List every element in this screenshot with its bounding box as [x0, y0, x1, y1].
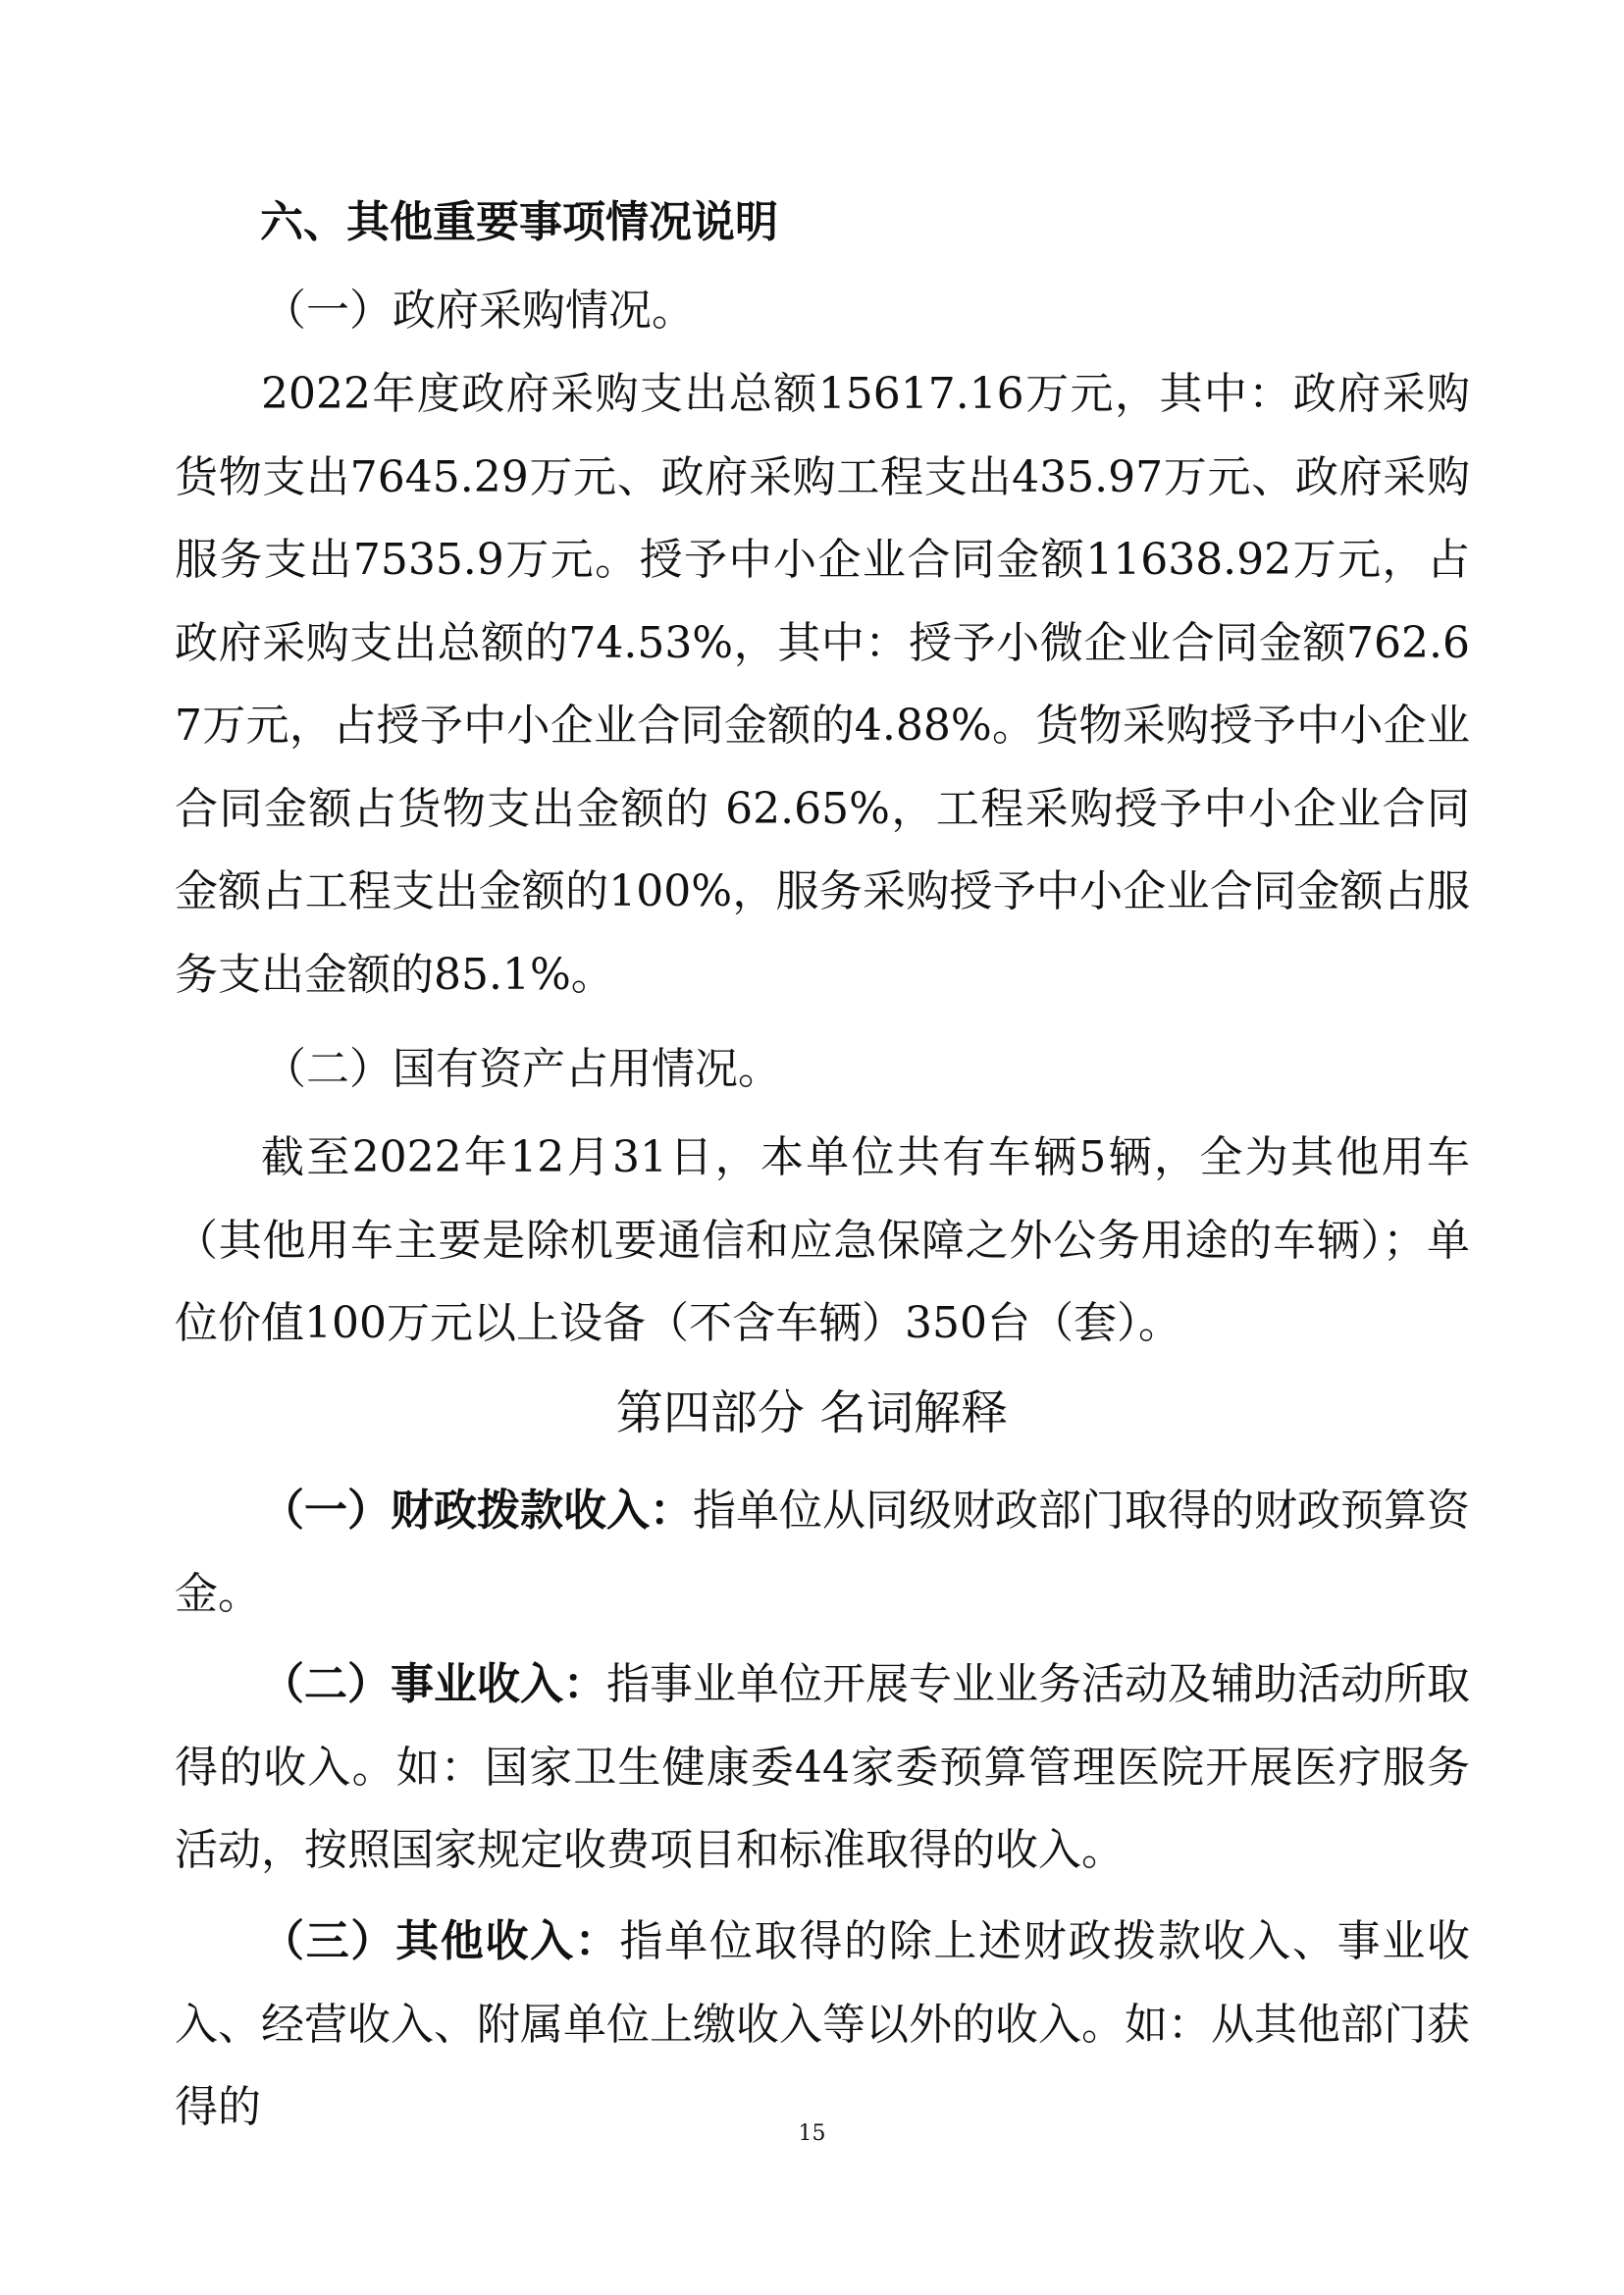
page-number: 15	[798, 2121, 826, 2146]
definition-business-income	[175, 1643, 1470, 1893]
part-title: 第四部分 名词解释	[615, 1385, 1009, 1440]
definition-fiscal-appropriation	[175, 1470, 1470, 1636]
definition-text: 指单位取得的除上述财政拨款收入、事业收入、经营收入、附属单位上缴收入等以外的收入。如：从其他部门获得的	[175, 1916, 1471, 2132]
definition-text: 指事业单位开展专业业务活动及辅助活动所取得的收入。如：国家卫生健康委44家委预算管理医院开展医疗服务活动，按照国家规定收费项目和标准取得的收入。	[175, 1659, 1470, 1875]
paragraph-procurement: 2022年度政府采购支出总额15617.16万元，其中：政府采购货物支出7645.29万元、政府采购工程支出435.97万元、政府采购服务支出7535.9万元。授予中小企业合同金额11638.92万元，占政府采购支出总额的74.53%，其中：授予小微企业合同金额762.67万元，占授予中小企业合同金额的4.88%。货物采购授予中小企业合同金额占货物支出金额的 62.65%，工程采购授予中小企业合同金额占工程支出金额的100%，服务采购授予中小企业合同金额占服务支出金额的85.1%。	[175, 369, 1470, 1000]
subsection-title-procurement: （一）政府采购情况。	[263, 286, 695, 336]
section-heading: 六、其他重要事项情况说明	[260, 197, 778, 247]
subsection-title-state-assets: （二）国有资产占用情况。	[263, 1044, 781, 1094]
definition-term: （一）财政拨款收入：	[261, 1486, 693, 1536]
definition-text: 指单位从同级财政部门取得的财政预算资金。	[175, 1486, 1470, 1619]
definition-term: （三）其他收入：	[261, 1916, 620, 1966]
paragraph-state-assets: 截至2022年12月31日，本单位共有车辆5辆，全为其他用车（其他用车主要是除机要通信和应急保障之外公务用途的车辆）；单位价值100万元以上设备（不含车辆）350台（套）。	[175, 1132, 1470, 1348]
definition-term: （二）事业收入：	[261, 1659, 606, 1709]
definition-other-income	[175, 1901, 1470, 2150]
